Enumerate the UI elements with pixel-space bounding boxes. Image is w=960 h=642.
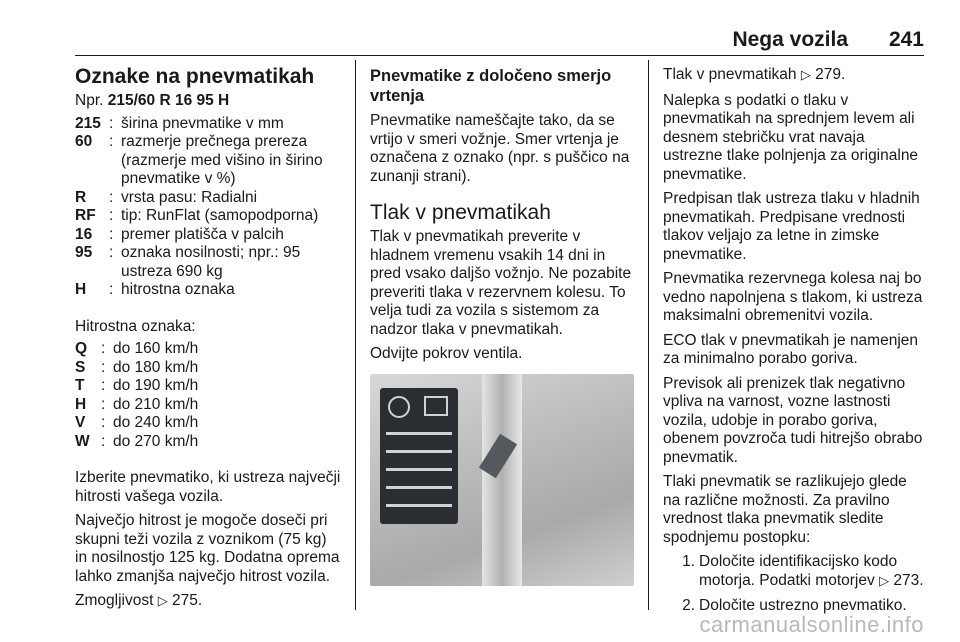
reference-page[interactable]: 273. — [893, 571, 924, 589]
speed-row: W : do 270 km/h — [75, 433, 341, 452]
speed-row: S : do 180 km/h — [75, 359, 341, 378]
code-key: 60 — [75, 133, 93, 150]
reference-text: Tlak v pnevmatikah — [663, 66, 797, 83]
speed-desc: do 190 km/h — [113, 377, 199, 394]
example-line — [75, 92, 341, 111]
subtitle-directional-tires: Pnevmatike z določeno smerjo vrtenja — [370, 67, 612, 105]
code-desc: tip: RunFlat (samopodporna) — [121, 207, 319, 224]
paragraph: Pnevmatike nameščajte tako, da se vrtijo v smeri vožnje. Smer vrtenja je označena z oznako (npr. s puščico na zunanji strani). — [370, 112, 630, 185]
cross-reference[interactable] — [663, 66, 925, 86]
column-3 — [663, 60, 925, 616]
speed-row: Q : do 160 km/h — [75, 340, 341, 359]
speed-row: V : do 240 km/h — [75, 414, 341, 433]
code-row: R : vrsta pasu: Radialni — [75, 189, 341, 208]
paragraph: Predpisan tlak ustreza tlaku v hladnih pnevmatikah. Predpisane vrednosti tlakov veljajo za letne in zimske pnevmatike. — [663, 190, 920, 263]
speed-list — [75, 340, 341, 451]
speed-key: S — [75, 358, 86, 376]
code-key: 95 — [75, 244, 93, 261]
page-reference-arrow-icon: ▷ — [800, 68, 811, 83]
list-item — [663, 553, 925, 591]
paragraph: Tlaki pnevmatik se razlikujejo glede na različne možnosti. Za pravilno vrednost tlaka pnevmatik sledite spodnjemu postopku: — [663, 473, 907, 546]
step-text: Določite ustrezno pnevmatiko. — [699, 597, 907, 614]
step-text: Določite identifikacijsko kodo motorja. Podatki motorjev ▷ 273. — [699, 553, 924, 589]
reference-text: Zmogljivost — [75, 592, 154, 609]
pressure-sticker — [380, 388, 458, 524]
speed-row: H : do 210 km/h — [75, 396, 341, 415]
steps-list — [663, 553, 925, 616]
code-row: RF : tip: RunFlat (samopodporna) — [75, 207, 341, 226]
paragraph: Pnevmatika rezervnega kolesa naj bo vedno napolnjena s tlakom, ki ustreza maksimalni obremenitvi vozila. — [663, 270, 923, 324]
section-title: Nega vozila — [732, 28, 848, 51]
paragraph: Izberite pnevmatiko, ki ustreza največji hitrosti vašega vozila. — [75, 469, 341, 505]
tire-pressure-label-photo — [370, 374, 634, 586]
step-number: 1. — [682, 553, 695, 570]
column-divider — [648, 60, 649, 610]
code-row: 60 : razmerje prečnega prereza (razmerje med višino in širino pnevmatike v %) — [75, 133, 341, 189]
step-number: 2. — [682, 597, 695, 614]
column-divider — [355, 60, 356, 610]
page-reference-arrow-icon: ▷ — [879, 573, 890, 589]
code-key: R — [75, 188, 87, 206]
speed-heading: Hitrostna oznaka: — [75, 317, 196, 335]
code-list — [75, 115, 341, 300]
example-prefix: Npr. — [75, 92, 104, 109]
reference-page: 279. — [815, 66, 846, 83]
example-value: 215/60 R 16 95 H — [107, 92, 230, 109]
speed-desc: do 160 km/h — [113, 340, 199, 357]
code-row: 215 : širina pnevmatike v mm — [75, 115, 341, 134]
paragraph: Previsok ali prenizek tlak negativno vpliva na varnost, vozne lastnosti vozila, udobje in porabo goriva, obenem povzroča tudi hitrejšo obrabo pnevmatik. — [663, 374, 923, 466]
speed-key: V — [75, 414, 86, 431]
code-desc: hitrostna oznaka — [121, 281, 235, 298]
paragraph: Največjo hitrost je mogoče doseči pri skupni teži vozila z voznikom (75 kg) in nosilnostjo 125 kg. Dodatna oprema lahko zmanjša največjo hitrost vozila. — [75, 512, 340, 585]
speed-key: W — [75, 432, 90, 450]
watermark: carmanualsonline.info — [699, 612, 924, 637]
speed-desc: do 180 km/h — [113, 358, 199, 376]
speed-key: T — [75, 377, 85, 394]
tire-icon — [388, 396, 410, 418]
code-key: RF — [75, 207, 96, 224]
speed-desc: do 270 km/h — [113, 432, 199, 450]
page-reference-arrow-icon: ▷ — [157, 594, 168, 609]
code-key: 215 — [75, 114, 101, 132]
page-number: 241 — [888, 28, 924, 51]
paragraph: Nalepka s podatki o tlaku v pnevmatikah na sprednjem levem ali desnem stebričku vrat navaja ustrezne tlake polnjenja za originalne pnevmatike. — [663, 91, 919, 183]
speed-desc: do 210 km/h — [113, 395, 199, 413]
code-row: H : hitrostna oznaka — [75, 281, 341, 300]
code-desc: razmerje prečnega prereza (razmerje med višino in širino pnevmatike v %) — [121, 133, 323, 187]
code-key: 16 — [75, 225, 93, 243]
paragraph: Tlak v pnevmatikah preverite v hladnem vremenu vsakih 14 dni in pred vsako daljšo vožnjo. Ne pozabite preveriti tlaka v rezervnem kolesu. To velja tudi za vozila s sistemom za nadzor tlaka v pnevmatikah. — [370, 228, 632, 338]
paragraph: Odvijte pokrov ventila. — [370, 345, 523, 362]
code-desc: oznaka nosilnosti; npr.: 95 ustreza 690 kg — [121, 244, 301, 280]
speed-key: Q — [75, 340, 88, 357]
speed-key: H — [75, 395, 87, 413]
code-row: 16 : premer platišča v palcih — [75, 226, 341, 245]
door-pillar — [482, 374, 522, 586]
column-1 — [75, 60, 341, 612]
manual-book-icon — [424, 396, 448, 416]
heading-tire-pressure: Tlak v pnevmatikah — [370, 201, 551, 224]
cross-reference[interactable] — [75, 592, 341, 612]
code-desc: premer platišča v palcih — [121, 225, 284, 243]
code-row: 95 : oznaka nosilnosti; npr.: 95 ustreza 690 kg — [75, 244, 341, 281]
column-2 — [370, 60, 634, 586]
speed-row: T : do 190 km/h — [75, 377, 341, 396]
reference-page: 275. — [172, 592, 203, 609]
code-key: H — [75, 281, 87, 298]
header-rule — [75, 55, 924, 56]
page-header — [0, 0, 960, 60]
speed-desc: do 240 km/h — [113, 414, 199, 431]
code-desc: širina pnevmatike v mm — [121, 114, 284, 132]
title-tire-markings: Oznake na pnevmatikah — [75, 65, 315, 88]
code-desc: vrsta pasu: Radialni — [121, 188, 258, 206]
paragraph: ECO tlak v pnevmatikah je namenjen za minimalno porabo goriva. — [663, 331, 919, 367]
